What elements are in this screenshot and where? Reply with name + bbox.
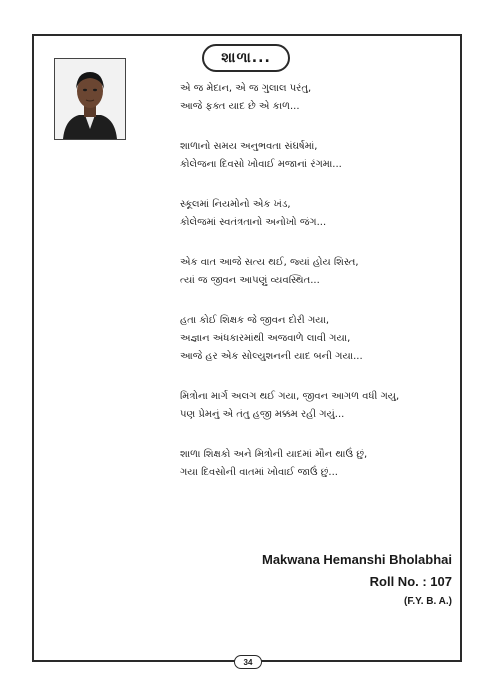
- author-block: [262, 550, 452, 610]
- poem-title-text: શાળા...: [221, 50, 271, 66]
- poem-line: મિત્રોના માર્ગ અલગ થઈ ગયા, જીવન આગળ વધી ગયુ,: [180, 391, 400, 402]
- poem-stanza: [180, 388, 450, 424]
- page-number: [234, 655, 262, 669]
- poem-line: શાળાનો સમય અનુભવતા સંઘર્ષમાં,: [180, 141, 318, 152]
- poem-line: અજ્ઞાન અંધકારમાંથી અજવાળે લાવી ગયા,: [180, 333, 351, 344]
- author-photo: [54, 58, 126, 140]
- poem-line: આજે ફક્ત યાદ છે એ કાળ...: [180, 101, 300, 112]
- portrait-image: [55, 59, 125, 139]
- poem-line: ગયા દિવસોની વાતમાં ખોવાઈ જાઉં છું...: [180, 467, 338, 478]
- poem-line: એ જ મેદાન, એ જ ગુલાલ પરંતુ,: [180, 83, 312, 94]
- poem-line: સ્કૂલમાં નિયમોનો એક ખંડ,: [180, 199, 291, 210]
- poem-stanza: [180, 446, 450, 482]
- poem-line: કોલેજમાં સ્વતંત્રતાનો અનોખો જંગ...: [180, 217, 327, 228]
- poem-line: પણ પ્રેમનું એ તંતુ હજી મક્કમ રહી ગયું...: [180, 409, 345, 420]
- poem-line: કોલેજના દિવસો ખોવાઈ મજાનાં રંગમા...: [180, 159, 342, 170]
- poem-stanza: [180, 312, 450, 366]
- poem-stanza: [180, 138, 450, 174]
- poem-stanza: [180, 196, 450, 232]
- poem-line: એક વાત આજે સત્ય થઈ, જ્યાં હોય શિસ્ત,: [180, 257, 359, 268]
- poem-line: આજે હર એક સોલ્યુશનની યાદ બની ગયા...: [180, 351, 363, 362]
- poem-stanza: [180, 80, 450, 116]
- poem-body: [180, 80, 450, 504]
- author-class: (F.Y. B. A.): [404, 596, 452, 607]
- author-roll-number: Roll No. : 107: [369, 574, 452, 589]
- poem-line: શાળા શિક્ષકો અને મિત્રોની યાદમાં મૌન થાઉં છું,: [180, 449, 368, 460]
- page-number-text: 34: [243, 657, 253, 667]
- poem-stanza: [180, 254, 450, 290]
- poem-line: હતા કોઈ શિક્ષક જે જીવન દોરી ગયા,: [180, 315, 330, 326]
- poem-line: ત્યાં જ જીવન આપણું વ્યવસ્થિત...: [180, 275, 320, 286]
- poem-title: [202, 44, 290, 72]
- author-name: Makwana Hemanshi Bholabhai: [262, 552, 452, 567]
